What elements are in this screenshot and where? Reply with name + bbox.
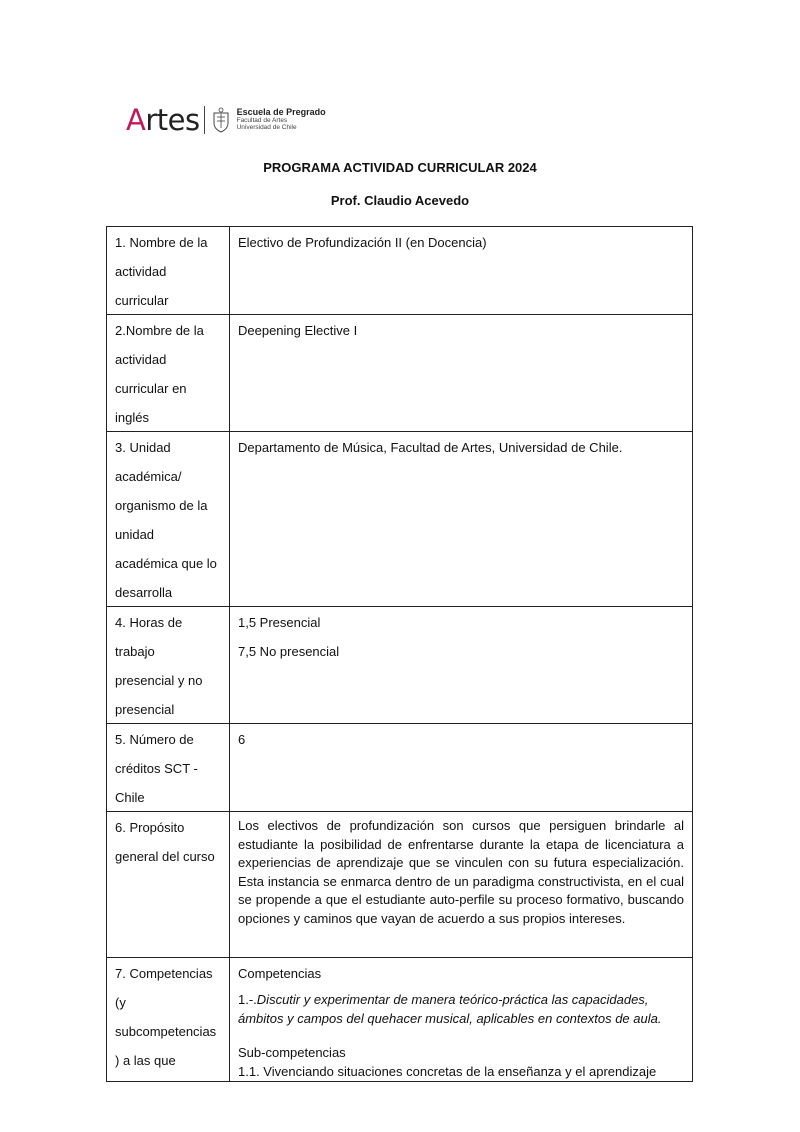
table-row — [107, 607, 693, 724]
value-line: Departamento de Música, Facultad de Artes, Universidad de Chile. — [238, 440, 623, 455]
row-label — [107, 315, 230, 432]
row-value — [230, 227, 693, 315]
row-label — [107, 432, 230, 607]
row-value — [230, 607, 693, 724]
label-line: 3. Unidad — [115, 440, 171, 455]
row-value — [230, 432, 693, 607]
row-label — [107, 724, 230, 812]
label-line: subcompetencias — [115, 1024, 217, 1039]
logo-school: Escuela de Pregrado — [236, 107, 326, 118]
artes-logo — [126, 100, 326, 140]
label-line: curricular en — [115, 381, 187, 396]
table-row — [107, 315, 693, 432]
value-line: 7,5 No presencial — [238, 644, 340, 659]
label-line: actividad — [115, 352, 167, 367]
subcompetencia-item: 1.1. Vivenciando situaciones concretas de la enseñanza y el aprendizaje — [238, 1063, 657, 1079]
value-line: Electivo de Profundización II (en Docencia) — [238, 235, 487, 250]
course-program-table — [106, 226, 693, 1082]
label-line: 4. Horas de — [115, 615, 183, 630]
competencias-heading: Competencias — [238, 966, 322, 981]
course-purpose-paragraph: Los electivos de profundización son cursos que persiguen brindarle al estudiante la posibilidad de enfrentarse durante la etapa de licenciatura a experiencias de aprendizaje que se vinculen con su futura especialización. Esta instancia se enmarca dentro de un paradigma constructivista, en el cual se propende a que el estudiante auto-perfile su proceso formativo, buscando opciones y caminos que vayan de acuerdo a sus propios intereses. — [238, 818, 684, 926]
competencia-item — [238, 987, 684, 1028]
professor-name: Prof. Claudio Acevedo — [330, 193, 470, 208]
table-row — [107, 227, 693, 315]
label-line: trabajo — [115, 644, 155, 659]
label-line: inglés — [115, 410, 149, 425]
label-line: académica/ — [115, 469, 182, 484]
row-value — [230, 958, 693, 1082]
table-row — [107, 724, 693, 812]
label-line: ) a las que — [115, 1053, 176, 1068]
label-line: presencial y no — [115, 673, 203, 688]
label-line: 2.Nombre de la — [115, 323, 204, 338]
row-label — [107, 607, 230, 724]
label-line: (y — [115, 995, 126, 1010]
label-line: actividad — [115, 264, 167, 279]
label-line: 6. Propósito — [115, 820, 185, 835]
value-line: Deepening Elective I — [238, 323, 358, 338]
label-line: curricular — [115, 293, 169, 308]
value-line: 6 — [238, 732, 246, 747]
row-value — [230, 315, 693, 432]
label-line: unidad — [115, 527, 155, 542]
label-line: presencial — [115, 702, 175, 717]
label-line: Chile — [115, 790, 145, 805]
label-line: académica que lo — [115, 556, 217, 571]
logo-wordmark: Artes — [126, 102, 200, 137]
competencia-number: 1.-. — [238, 992, 257, 1007]
label-line: 1. Nombre de la — [115, 235, 208, 250]
competencia-text: Discutir y experimentar de manera teórico-práctica las capacidades, ámbitos y campos del quehacer musical, aplicables en contextos de aula. — [238, 992, 662, 1026]
label-line: 5. Número de — [115, 732, 194, 747]
subcompetencias-heading: Sub-competencias — [238, 1045, 346, 1060]
row-label — [107, 227, 230, 315]
table-row — [107, 958, 693, 1082]
table-row — [107, 812, 693, 958]
label-line: 7. Competencias — [115, 966, 213, 981]
logo-text — [237, 108, 326, 131]
value-line: 1,5 Presencial — [238, 615, 321, 630]
label-line: organismo de la — [115, 498, 208, 513]
logo-university: Universidad de Chile — [236, 123, 297, 131]
logo-faculty: Facultad de Artes — [236, 116, 288, 124]
table-row — [107, 432, 693, 607]
row-label — [107, 812, 230, 958]
university-seal-icon — [211, 107, 231, 133]
label-line: general del curso — [115, 849, 215, 864]
row-value — [230, 724, 693, 812]
row-label — [107, 958, 230, 1082]
label-line: créditos SCT - — [115, 761, 198, 776]
label-line: desarrolla — [115, 585, 173, 600]
row-value — [230, 812, 693, 958]
document-title: PROGRAMA ACTIVIDAD CURRICULAR 2024 — [263, 160, 537, 175]
logo-divider — [204, 106, 205, 134]
